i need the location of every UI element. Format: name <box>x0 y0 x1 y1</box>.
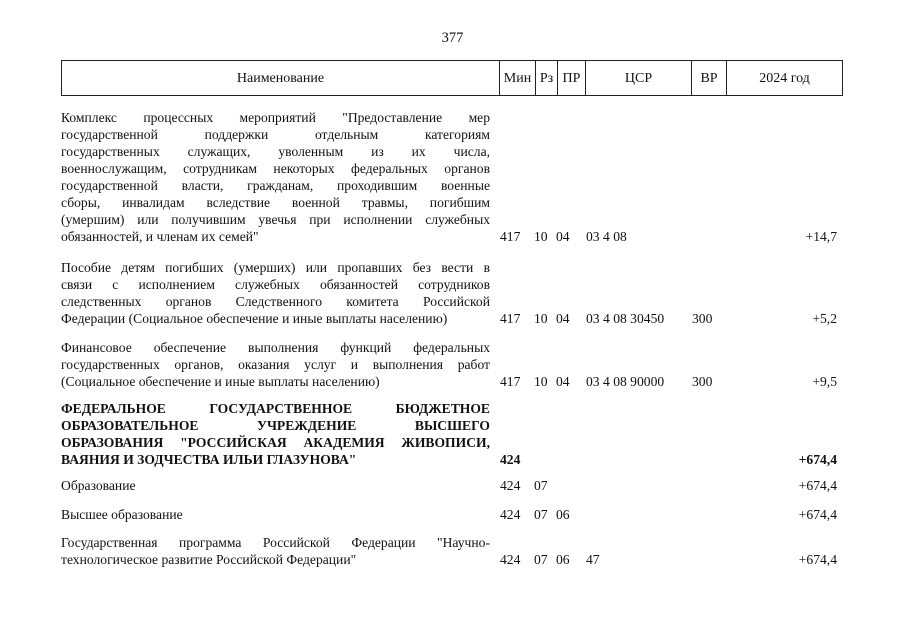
row-line: Пособие детям погибших (умерших) или пропавших без вести в <box>61 260 490 275</box>
row-rz: 10 <box>534 229 548 244</box>
header-csr: ЦСР <box>585 61 691 95</box>
row-line: ВАЯНИЯ И ЗОДЧЕСТВА ИЛЬИ ГЛАЗУНОВА" <box>61 452 357 467</box>
row-line: государственных служащих, уволенным из их числа, <box>61 144 490 159</box>
row-line: Комплекс процессных мероприятий "Предоставление мер <box>61 110 490 125</box>
row-sum: +674,4 <box>798 552 837 567</box>
row-line: Образование <box>61 478 136 493</box>
row-line: ФЕДЕРАЛЬНОЕ ГОСУДАРСТВЕННОЕ БЮДЖЕТНОЕ <box>61 401 490 416</box>
row-pr: 06 <box>556 552 570 567</box>
row-line: технологическое развитие Российской Федерации" <box>61 552 357 567</box>
row-min: 424 <box>500 507 521 522</box>
row-vr: 300 <box>692 374 713 389</box>
row-pr: 04 <box>556 229 570 244</box>
row-line: Финансовое обеспечение выполнения функций федеральных <box>61 340 490 355</box>
row-description <box>61 477 490 494</box>
table-row <box>61 506 843 523</box>
row-rz: 10 <box>534 311 548 326</box>
header-rz: Рз <box>535 61 557 95</box>
row-description <box>61 339 490 390</box>
row-sum: +674,4 <box>798 478 837 493</box>
row-pr: 04 <box>556 311 570 326</box>
row-line: государственной поддержки отдельным категориям <box>61 127 490 142</box>
row-csr: 03 4 08 90000 <box>586 374 665 389</box>
header-min: Мин <box>499 61 535 95</box>
row-csr: 03 4 08 30450 <box>586 311 665 326</box>
row-rz: 07 <box>534 478 548 493</box>
row-line: Федерации (Социальное обеспечение и иные выплаты населению) <box>61 311 448 326</box>
header-vr: ВР <box>691 61 726 95</box>
row-line: связи с исполнением служебных обязанностей сотрудников <box>61 277 490 292</box>
row-line: следственных органов Следственного комитета Российской <box>61 294 490 309</box>
row-csr: 03 4 08 <box>586 229 627 244</box>
row-line: сборы, инвалидам вследствие военной травмы, погибшим <box>61 195 490 210</box>
row-min: 417 <box>500 229 521 244</box>
row-min: 417 <box>500 374 521 389</box>
row-line: Высшее образование <box>61 507 183 522</box>
row-vr: 300 <box>692 311 713 326</box>
row-sum: +14,7 <box>805 229 837 244</box>
row-line: государственных органов, оказания услуг и выполнения работ <box>61 357 490 372</box>
table-row <box>61 259 843 327</box>
row-min: 424 <box>500 452 521 467</box>
row-sum: +5,2 <box>812 311 837 326</box>
row-line: обязанностей, и членам их семей" <box>61 229 259 244</box>
row-pr: 06 <box>556 507 570 522</box>
header-pr: ПР <box>557 61 585 95</box>
row-line: (умершим) или получившим увечья при исполнении служебных <box>61 212 490 227</box>
table-header <box>61 60 843 96</box>
row-description <box>61 259 490 327</box>
row-min: 417 <box>500 311 521 326</box>
row-line: ОБРАЗОВАНИЯ "РОССИЙСКАЯ АКАДЕМИЯ ЖИВОПИСИ, <box>61 435 490 450</box>
table-row <box>61 400 843 468</box>
row-description <box>61 506 490 523</box>
row-line: ОБРАЗОВАТЕЛЬНОЕ УЧРЕЖДЕНИЕ ВЫСШЕГО <box>61 418 490 433</box>
row-description <box>61 109 490 245</box>
table-row <box>61 109 843 245</box>
row-min: 424 <box>500 478 521 493</box>
page-number: 377 <box>441 30 464 46</box>
row-rz: 10 <box>534 374 548 389</box>
row-csr: 47 <box>586 552 600 567</box>
header-year: 2024 год <box>726 61 842 95</box>
row-line: военнослужащим, сотрудникам некоторых федеральных органов <box>61 161 490 176</box>
row-line: государственной власти, гражданам, проходившим военные <box>61 178 490 193</box>
row-rz: 07 <box>534 507 548 522</box>
row-sum: +674,4 <box>798 452 837 467</box>
row-line: Государственная программа Российской Федерации "Научно- <box>61 535 490 550</box>
row-line: (Социальное обеспечение и иные выплаты населению) <box>61 374 380 389</box>
table-row <box>61 477 843 494</box>
row-sum: +9,5 <box>812 374 837 389</box>
row-description <box>61 400 490 468</box>
row-description <box>61 534 490 568</box>
table-row <box>61 534 843 568</box>
table-row <box>61 339 843 390</box>
row-sum: +674,4 <box>798 507 837 522</box>
row-min: 424 <box>500 552 521 567</box>
row-rz: 07 <box>534 552 548 567</box>
row-pr: 04 <box>556 374 570 389</box>
header-name: Наименование <box>236 70 325 86</box>
